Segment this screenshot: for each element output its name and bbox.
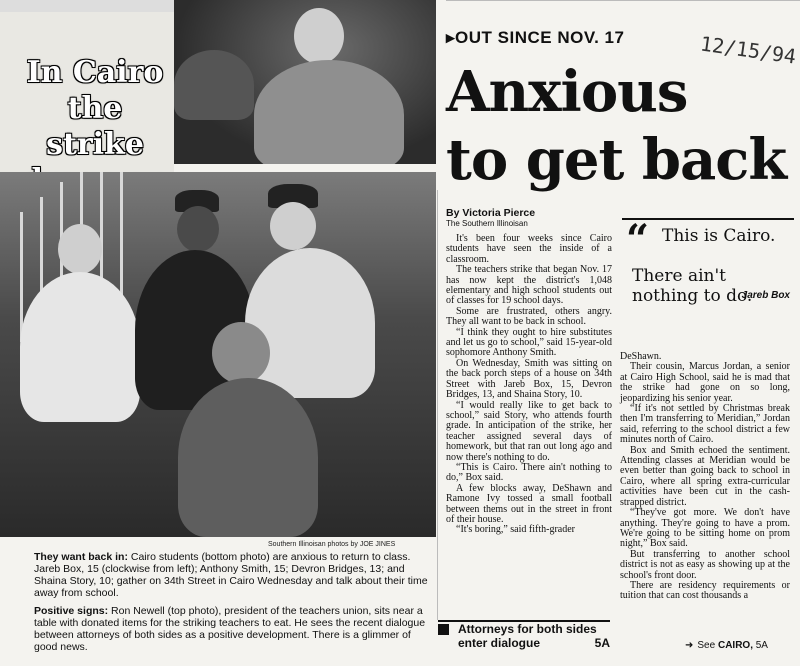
caption-lead: Positive signs: bbox=[34, 605, 109, 617]
kicker-text: OUT SINCE NOV. 17 bbox=[455, 28, 625, 47]
student-head bbox=[177, 206, 219, 252]
related-story-refer[interactable] bbox=[438, 620, 610, 658]
jump-target: CAIRO, bbox=[717, 640, 753, 651]
article-column-2 bbox=[620, 352, 790, 602]
paragraph: Some are frustrated, others angry. They all want to be back in school. bbox=[446, 305, 612, 328]
paragraph: “They've got more. We don't have anything. They're going to have a prom. We're going to be sitting home on prom night,” Box said. bbox=[620, 507, 790, 550]
caption-bottom-photo bbox=[34, 551, 434, 599]
paragraph: “It's boring,” said fifth-grader bbox=[456, 524, 575, 536]
portrait-head bbox=[294, 8, 344, 64]
student-head bbox=[58, 224, 102, 274]
caption-text: Cairo students (bottom photo) are anxious to return to class. Jareb Box, 15 (clockwise from left); Anthony Smith, 15; Devron Bridges, 13; and Shaina Story, 10; gather on 34th Street in Cairo Wednesday and talk about their time away from school. bbox=[34, 551, 428, 599]
kicker bbox=[446, 28, 624, 48]
paragraph: “This is Cairo. There ain't nothing to do,” Box said. bbox=[446, 461, 612, 484]
paragraph: “I would really like to get back to school,” said Story, who attends fourth grade. In anticipation of the strike, her teacher assigned several days of homework, but that ran out long ago and now there's nothing to do. bbox=[446, 399, 612, 463]
jump-prefix: See bbox=[697, 640, 716, 651]
jump-line[interactable] bbox=[685, 640, 768, 651]
paragraph: “I think they ought to hire substitutes and let us go to school,” said 15-year-old sophomore Anthony Smith. bbox=[446, 326, 612, 359]
paragraph: A few blocks away, DeShawn and Ramone Ivy tossed a small football between thems out in the street in front of their house. bbox=[446, 482, 612, 525]
refer-text: Attorneys for both sides enter dialogue bbox=[458, 622, 597, 650]
paragraph: It's been four weeks since Cairo students have seen the inside of a classroom. bbox=[446, 233, 612, 265]
paragraph: But transferring to another school district is not as easy as showing up at the school's front door. bbox=[620, 548, 790, 581]
quote-mark-icon: “ bbox=[626, 216, 650, 263]
student-head bbox=[212, 322, 270, 384]
student-body bbox=[20, 272, 140, 422]
student-body bbox=[178, 378, 318, 537]
byline: By Victoria Pierce bbox=[446, 207, 536, 219]
jump-page: 5A bbox=[755, 640, 768, 651]
paragraph: There are residency requirements or tuition that can cost thousands a bbox=[620, 579, 790, 602]
masthead-strip bbox=[0, 0, 174, 12]
caption-lead: They want back in: bbox=[34, 551, 128, 563]
caption-text: Ron Newell (top photo), president of the teachers union, sits near a table with donated items for the striking teachers to eat. He sees the recent dialogue between attorneys of both sides as a positive development. There is a glimmer of good news. bbox=[34, 605, 426, 653]
top-rule bbox=[446, 0, 800, 1]
refer-page: 5A bbox=[594, 636, 610, 650]
bottom-photo bbox=[0, 172, 436, 537]
paragraph: The teachers strike that began Nov. 17 has now kept the district's 1,048 elementary and high school students out of classes for 19 school days. bbox=[446, 264, 612, 307]
square-bullet-icon bbox=[438, 624, 449, 635]
paragraph: DeShawn. bbox=[620, 351, 662, 362]
photo-credit: Southern Illinoisan photos by JOE JINES bbox=[268, 541, 396, 548]
portrait-body bbox=[254, 60, 404, 164]
side-headline-line: the strike bbox=[46, 91, 144, 162]
paragraph: Box and Smith echoed the sentiment. Attending classes at Meridian would be even better than going back to school in Cairo, where all spring extra-curricular activities have been cut in the cash-strapped district. bbox=[620, 444, 790, 508]
kicker-arrow-icon: ▸ bbox=[446, 28, 456, 47]
pull-quote-line: There ain't nothing to do. bbox=[632, 266, 753, 306]
student-body bbox=[245, 248, 375, 398]
side-headline-line: In Cairo bbox=[26, 55, 164, 90]
table-items bbox=[174, 50, 254, 120]
headline-line: to get back bbox=[446, 127, 787, 193]
caption-top-photo bbox=[34, 605, 434, 653]
handwritten-date: 12/15/94 bbox=[698, 31, 798, 69]
student-head bbox=[270, 202, 316, 250]
paragraph: Their cousin, Marcus Jordan, a senior at Cairo High School, said he is mad that the strike had gone on so long, jeopardizing his senior year. bbox=[620, 361, 790, 404]
pull-quote-attribution: Jareb Box bbox=[741, 290, 790, 301]
top-photo bbox=[174, 0, 436, 164]
paragraph: “If it's not settled by Christmas break then I'm transferring to Meridian,” Jordan said, referring to the school district a few minutes north of Cairo. bbox=[620, 403, 790, 446]
arrow-right-icon: ➜ bbox=[685, 640, 694, 651]
pull-quote bbox=[622, 216, 794, 306]
headline-line: Anxious bbox=[446, 59, 688, 125]
column-rule bbox=[437, 190, 438, 620]
byline-org: The Southern Illinoisan bbox=[446, 219, 528, 228]
pull-quote-line: This is Cairo. bbox=[662, 226, 776, 246]
paragraph: On Wednesday, Smith was sitting on the back porch steps of a house on 34th Street with Jareb Box, 15, Devron Bridges, 13, and Shaina Story, 10. bbox=[446, 357, 612, 401]
headline bbox=[446, 58, 796, 194]
article-column-1 bbox=[446, 234, 612, 536]
